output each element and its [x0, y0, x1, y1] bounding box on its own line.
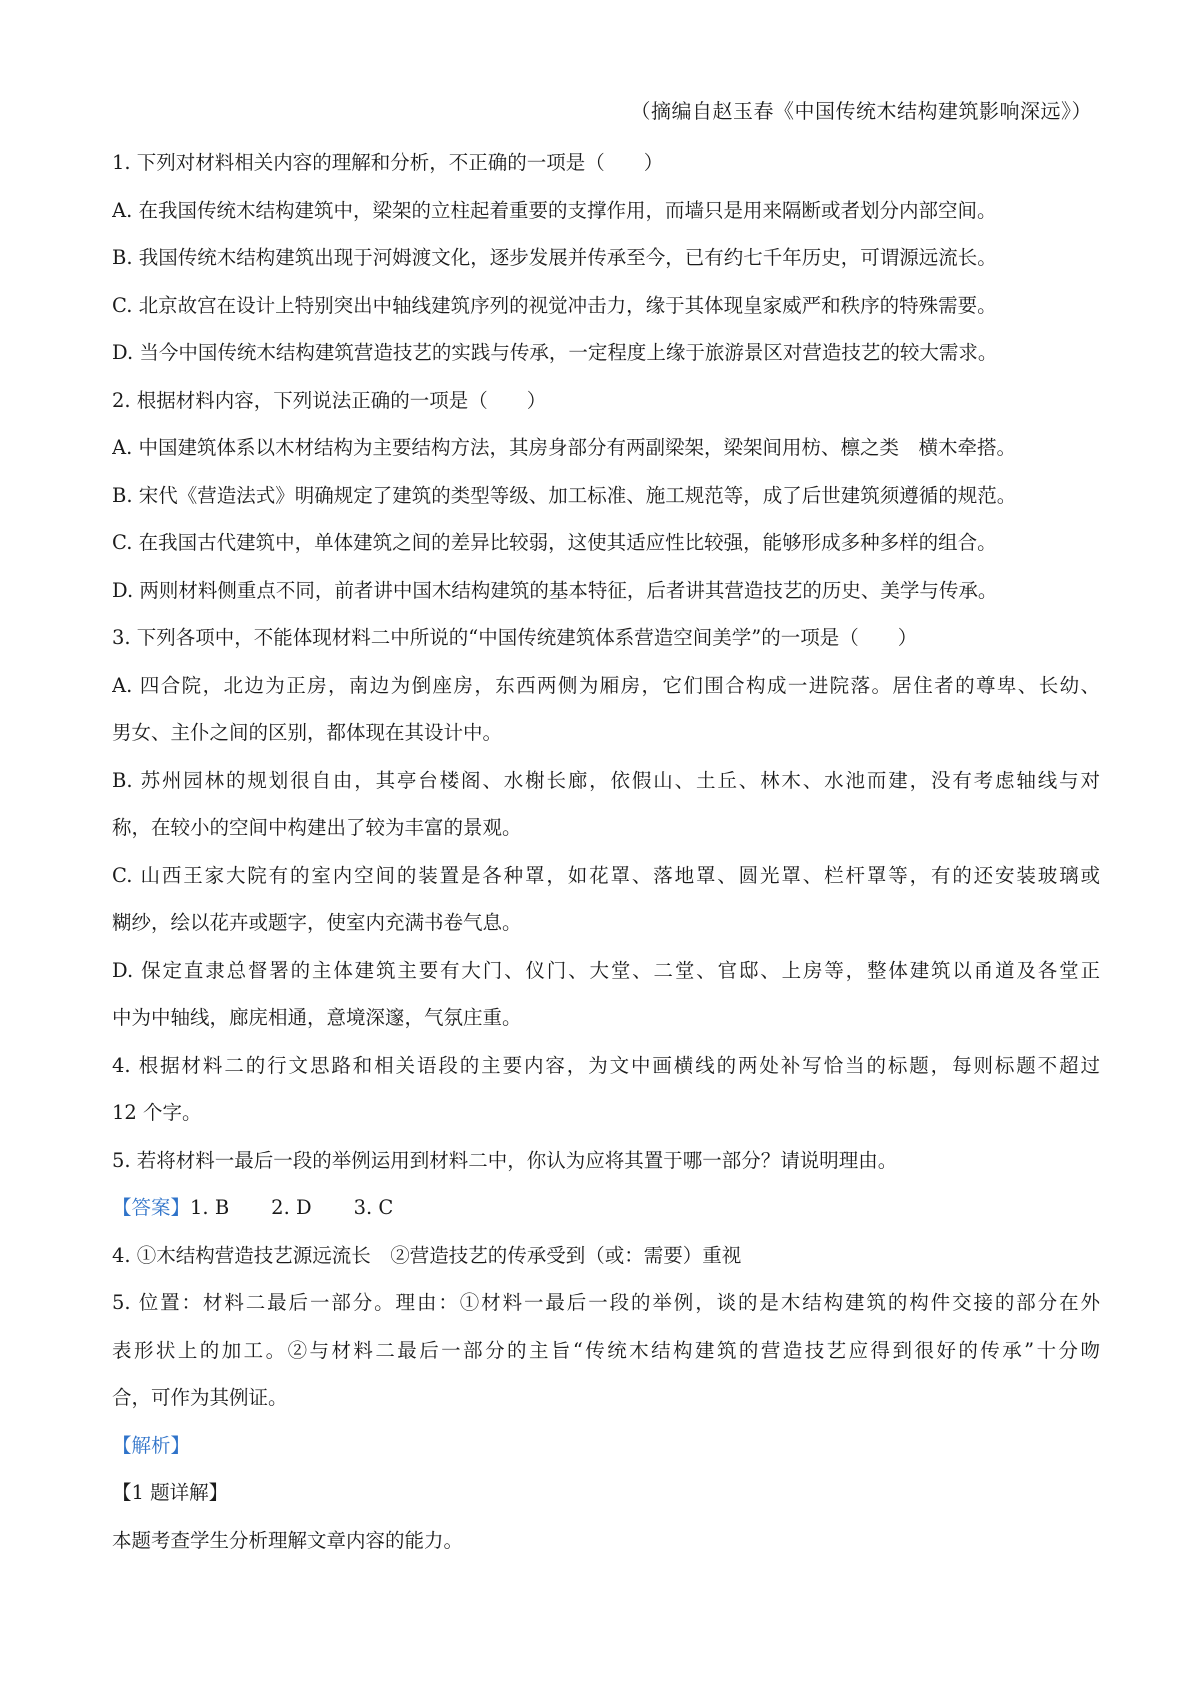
answer-2: 2. D	[271, 1196, 312, 1219]
q2-option-c: C. 在我国古代建筑中，单体建筑之间的差异比较弱，这使其适应性比较强，能够形成多种多样的组合。	[112, 531, 997, 554]
question-content	[112, 145, 1100, 1570]
q3-option-b-line1: B. 苏州园林的规划很自由，其亭台楼阁、水榭长廊，依假山、土丘、林木、水池而建，没有考虑轴线与对	[112, 768, 1100, 792]
q1-option-b: B. 我国传统木结构建筑出现于河姆渡文化，逐步发展并传承至今，已有约七千年历史，可谓源远流长。	[112, 246, 997, 269]
source-citation: （摘编自赵玉春《中国传统木结构建筑影响深远》）	[630, 99, 1092, 123]
analysis-tag: 【解析】	[112, 1433, 191, 1457]
answer-line	[112, 1190, 1100, 1238]
q3-option-c-line2: 糊纱，绘以花卉或题字，使室内充满书卷气息。	[112, 911, 522, 934]
q4-stem-line2: 12 个字。	[112, 1101, 202, 1124]
q2-option-d: D. 两则材料侧重点不同，前者讲中国木结构建筑的基本特征，后者讲其营造技艺的历史、美学与传承。	[112, 578, 998, 602]
q1-option-a: A. 在我国传统木结构建筑中，梁架的立柱起着重要的支撑作用，而墙只是用来隔断或者划分内部空间。	[112, 198, 997, 222]
q3-option-d-line2: 中为中轴线，廊庑相通，意境深邃，气氛庄重。	[112, 1006, 522, 1029]
q2-stem: 2. 根据材料内容，下列说法正确的一项是（ ）	[112, 388, 547, 412]
answer-1: 1. B	[190, 1196, 230, 1219]
q1-option-d: D. 当今中国传统木结构建筑营造技艺的实践与传承，一定程度上缘于旅游景区对营造技艺的较大需求。	[112, 341, 998, 364]
q3-option-d-line1: D. 保定直隶总督署的主体建筑主要有大门、仪门、大堂、二堂、官邸、上房等，整体建筑以甬道及各堂正	[112, 958, 1100, 982]
q3-stem: 3. 下列各项中，不能体现材料二中所说的“中国传统建筑体系营造空间美学”的一项是（ ）	[112, 626, 918, 649]
q1-option-c: C. 北京故宫在设计上特别突出中轴线建筑序列的视觉冲击力，缘于其体现皇家威严和秩序的特殊需要。	[112, 293, 997, 317]
q2-option-b: B. 宋代《营造法式》明确规定了建筑的类型等级、加工标准、施工规范等，成了后世建筑须遵循的规范。	[112, 483, 1017, 507]
q5-stem: 5. 若将材料一最后一段的举例运用到材料二中，你认为应将其置于哪一部分？请说明理由。	[112, 1148, 898, 1172]
q4-stem-line1: 4. 根据材料二的行文思路和相关语段的主要内容，为文中画横线的两处补写恰当的标题，每则标题不超过	[112, 1053, 1100, 1077]
answer-5-line2: 表形状上的加工。②与材料二最后一部分的主旨“传统木结构建筑的营造技艺应得到很好的传承”十分吻	[112, 1338, 1100, 1362]
q3-option-c-line1: C. 山西王家大院有的室内空间的装置是各种罩，如花罩、落地罩、圆光罩、栏杆罩等，有的还安装玻璃或	[112, 863, 1100, 887]
q3-option-a-line2: 男女、主仆之间的区别，都体现在其设计中。	[112, 721, 503, 744]
q1-stem: 1. 下列对材料相关内容的理解和分析，不正确的一项是（ ）	[112, 151, 664, 174]
analysis-q1-text: 本题考查学生分析理解文章内容的能力。	[112, 1528, 464, 1552]
q2-option-a: A. 中国建筑体系以木材结构为主要结构方法，其房身部分有两副梁架，梁架间用枋、檩之类 横木牵搭。	[112, 436, 1016, 459]
analysis-q1-heading: 【1 题详解】	[112, 1481, 229, 1504]
answer-tag: 【答案】	[112, 1196, 191, 1219]
q3-option-b-line2: 称，在较小的空间中构建出了较为丰富的景观。	[112, 816, 522, 839]
answer-3: 3. C	[353, 1196, 394, 1219]
answer-5-line3: 合，可作为其例证。	[112, 1386, 288, 1409]
answer-5-line1: 5. 位置：材料二最后一部分。理由：①材料一最后一段的举例，谈的是木结构建筑的构件交接的部分在外	[112, 1291, 1100, 1314]
answer-4: 4. ①木结构营造技艺源远流长 ②营造技艺的传承受到（或：需要）重视	[112, 1243, 742, 1267]
q3-option-a-line1: A. 四合院，北边为正房，南边为倒座房，东西两侧为厢房，它们围合构成一进院落。居住者的尊卑、长幼、	[112, 673, 1100, 697]
